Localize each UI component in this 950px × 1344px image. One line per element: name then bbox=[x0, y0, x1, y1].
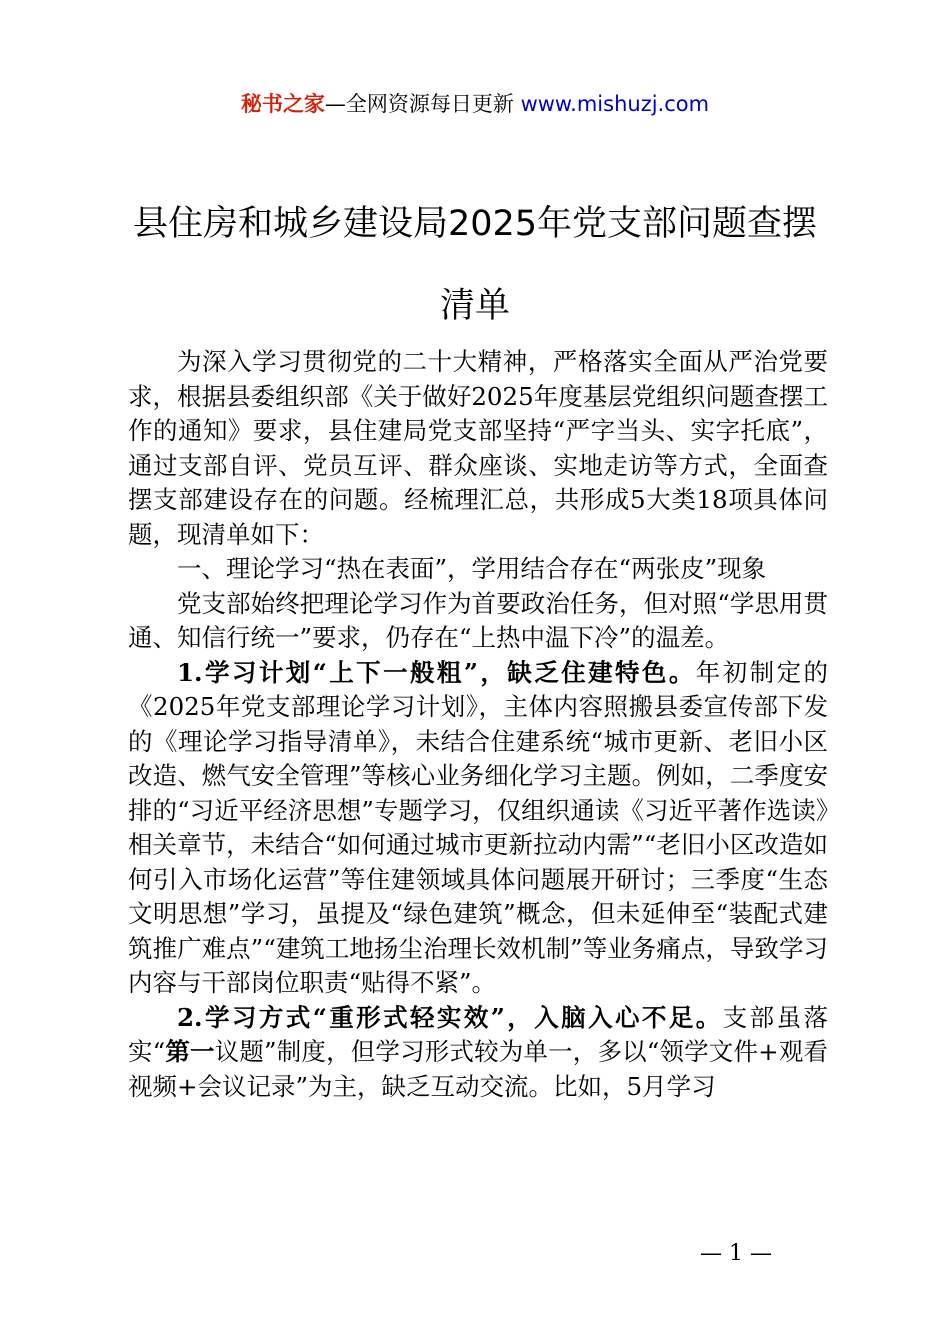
site-banner bbox=[0, 88, 950, 118]
item-2-paragraph bbox=[128, 1001, 828, 1105]
item-2-text-a: 支部虽落实“ bbox=[128, 1002, 828, 1066]
title-line-1: 县住房和城乡建设局2025年党支部问题查摆 bbox=[132, 204, 818, 244]
page-number: — 1 — bbox=[700, 1241, 772, 1266]
section-1-intro: 党支部始终把理论学习作为首要政治任务，但对照“学思用贯通、知信行统一”要求，仍存在“上热中温下冷”的温差。 bbox=[128, 588, 828, 652]
item-1-title: 1.学习计划“上下一般粗”，缺乏住建特色。 bbox=[177, 657, 696, 687]
intro-paragraph: 为深入学习贯彻党的二十大精神，严格落实全面从严治党要求，根据县委组织部《关于做好2025年度基层党组织问题查摆工作的通知》要求，县住建局党支部坚持“严字当头、实字托底”，通过支部自评、党员互评、群众座谈、实地走访等方式，全面查摆支部建设存在的问题。经梳理汇总，共形成5大类18项具体问题，现清单如下： bbox=[128, 347, 828, 549]
document-body bbox=[128, 345, 828, 1104]
banner-slogan: —全网资源每日更新 bbox=[324, 92, 521, 116]
item-1-paragraph bbox=[128, 656, 828, 1001]
banner-url-link[interactable]: www.mishuzj.com bbox=[520, 92, 710, 116]
section-1-heading: 一、理论学习“热在表面”，学用结合存在“两张皮”现象 bbox=[177, 554, 767, 583]
document-title bbox=[100, 183, 850, 347]
item-2-bold-word: 第一 bbox=[165, 1037, 215, 1066]
banner-brand: 秘书之家 bbox=[240, 92, 325, 116]
item-2-text-b: 议题”制度，但学习形式较为单一，多以“领学文件+观看视频+会议记录”为主，缺乏互动交流。比如，5月学习 bbox=[128, 1037, 829, 1101]
title-line-2: 清单 bbox=[439, 286, 510, 326]
item-1-text: 年初制定的《2025年党支部理论学习计划》，主体内容照搬县委宣传部下发的《理论学习指导清单》，未结合住建系统“城市更新、老旧小区改造、燃气安全管理”等核心业务细化学习主题。例如，二季度安排的“习近平经济思想”专题学习，仅组织通读《习近平著作选读》相关章节，未结合“如何通过城市更新拉动内需”“老旧小区改造如何引入市场化运营”等住建领域具体问题展开研讨；三季度“生态文明思想”学习，虽提及“绿色建筑”概念，但未延伸至“装配式建筑推广难点”“建筑工地扬尘治理长效机制”等业务痛点，导致学习内容与干部岗位职责“贴得不紧”。 bbox=[128, 657, 829, 997]
item-2-title: 2.学习方式“重形式轻实效”，入脑入心不足。 bbox=[177, 1002, 723, 1032]
